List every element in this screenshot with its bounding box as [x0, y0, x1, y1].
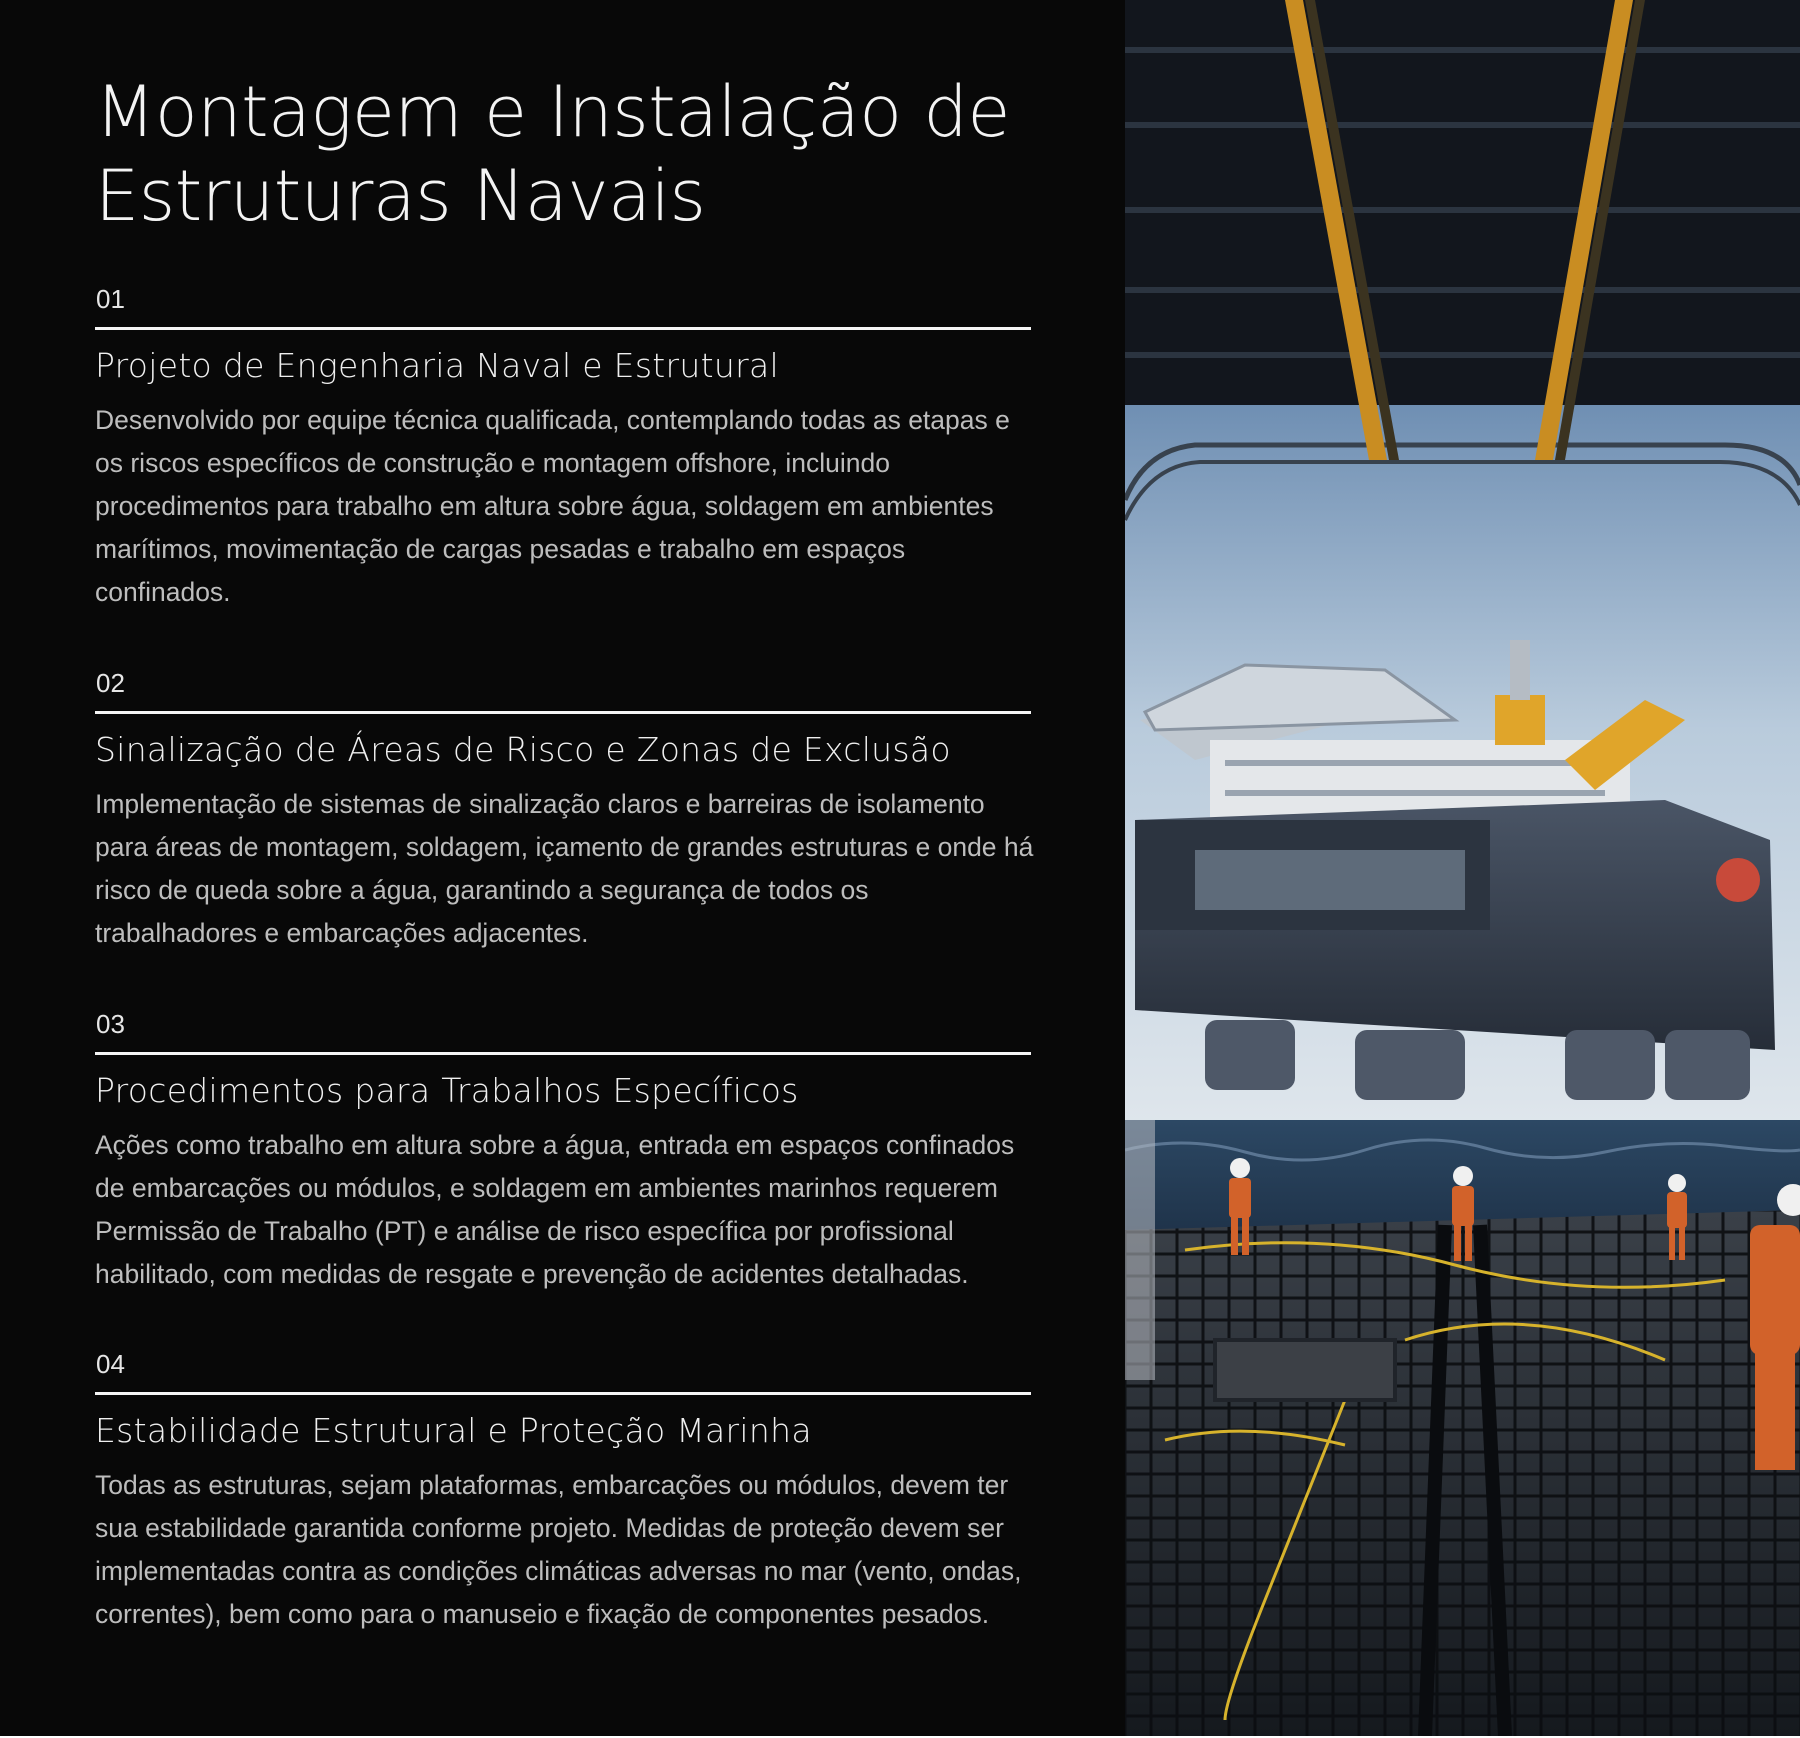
section-heading: Sinalização de Áreas de Risco e Zonas de Exclusão [95, 730, 951, 769]
section-body: Ações como trabalho em altura sobre a água, entrada em espaços confinados de embarcações ou módulos, e soldagem em ambientes marinhos requerem Permissão de Trabalho (PT) e análise de risco específica por profissional habilitado, com medidas de resgate e prevenção de acidentes detalhadas. [95, 1130, 1015, 1289]
section-number: 01 [96, 284, 125, 314]
deck-hatch [1215, 1340, 1395, 1400]
section-01 [95, 283, 1031, 614]
section-heading: Procedimentos para Trabalhos Específicos [95, 1071, 799, 1110]
section-divider [95, 1052, 1031, 1055]
section-heading: Projeto de Engenharia Naval e Estrutural [95, 346, 779, 385]
section-divider [95, 1392, 1031, 1395]
section-divider [95, 327, 1031, 330]
title-line-1: Montagem e Instalação de [95, 71, 1010, 153]
section-02 [95, 667, 1034, 955]
title-line-2: Estruturas Navais [95, 155, 706, 237]
section-04 [95, 1348, 1031, 1636]
section-divider [95, 711, 1031, 714]
ceiling [1125, 0, 1800, 405]
worker [1750, 1184, 1800, 1470]
section-number: 03 [96, 1009, 125, 1039]
section-body: Implementação de sistemas de sinalização claros e barreiras de isolamento para áreas de montagem, soldagem, içamento de grandes estruturas e onde há risco de queda sobre a água, garantindo a segurança de todos os trabalhadores e embarcações adjacentes. [95, 789, 1034, 948]
section-body: Todas as estruturas, sejam plataformas, embarcações ou módulos, devem ter sua estabilidade garantida conforme projeto. Medidas de proteção devem ser implementadas contra as condições climáticas adversas no mar (vento, ondas, correntes), bem como para o manuseio e fixação de componentes pesados. [95, 1470, 1022, 1629]
offshore-platform-image [1125, 0, 1800, 1736]
safety-net [1125, 1120, 1155, 1380]
section-number: 02 [96, 668, 125, 698]
section-body: Desenvolvido por equipe técnica qualificada, contemplando todas as etapas e os riscos específicos de construção e montagem offshore, incluindo procedimentos para trabalho em altura sobre água, soldagem em ambientes marítimos, movimentação de cargas pesadas e trabalho em espaços confinados. [95, 405, 1010, 607]
section-heading: Estabilidade Estrutural e Proteção Marinha [95, 1411, 812, 1450]
section-03 [95, 1008, 1031, 1296]
section-number: 04 [96, 1349, 125, 1379]
page-title [95, 70, 1095, 238]
offshore-illustration [1125, 0, 1800, 1736]
